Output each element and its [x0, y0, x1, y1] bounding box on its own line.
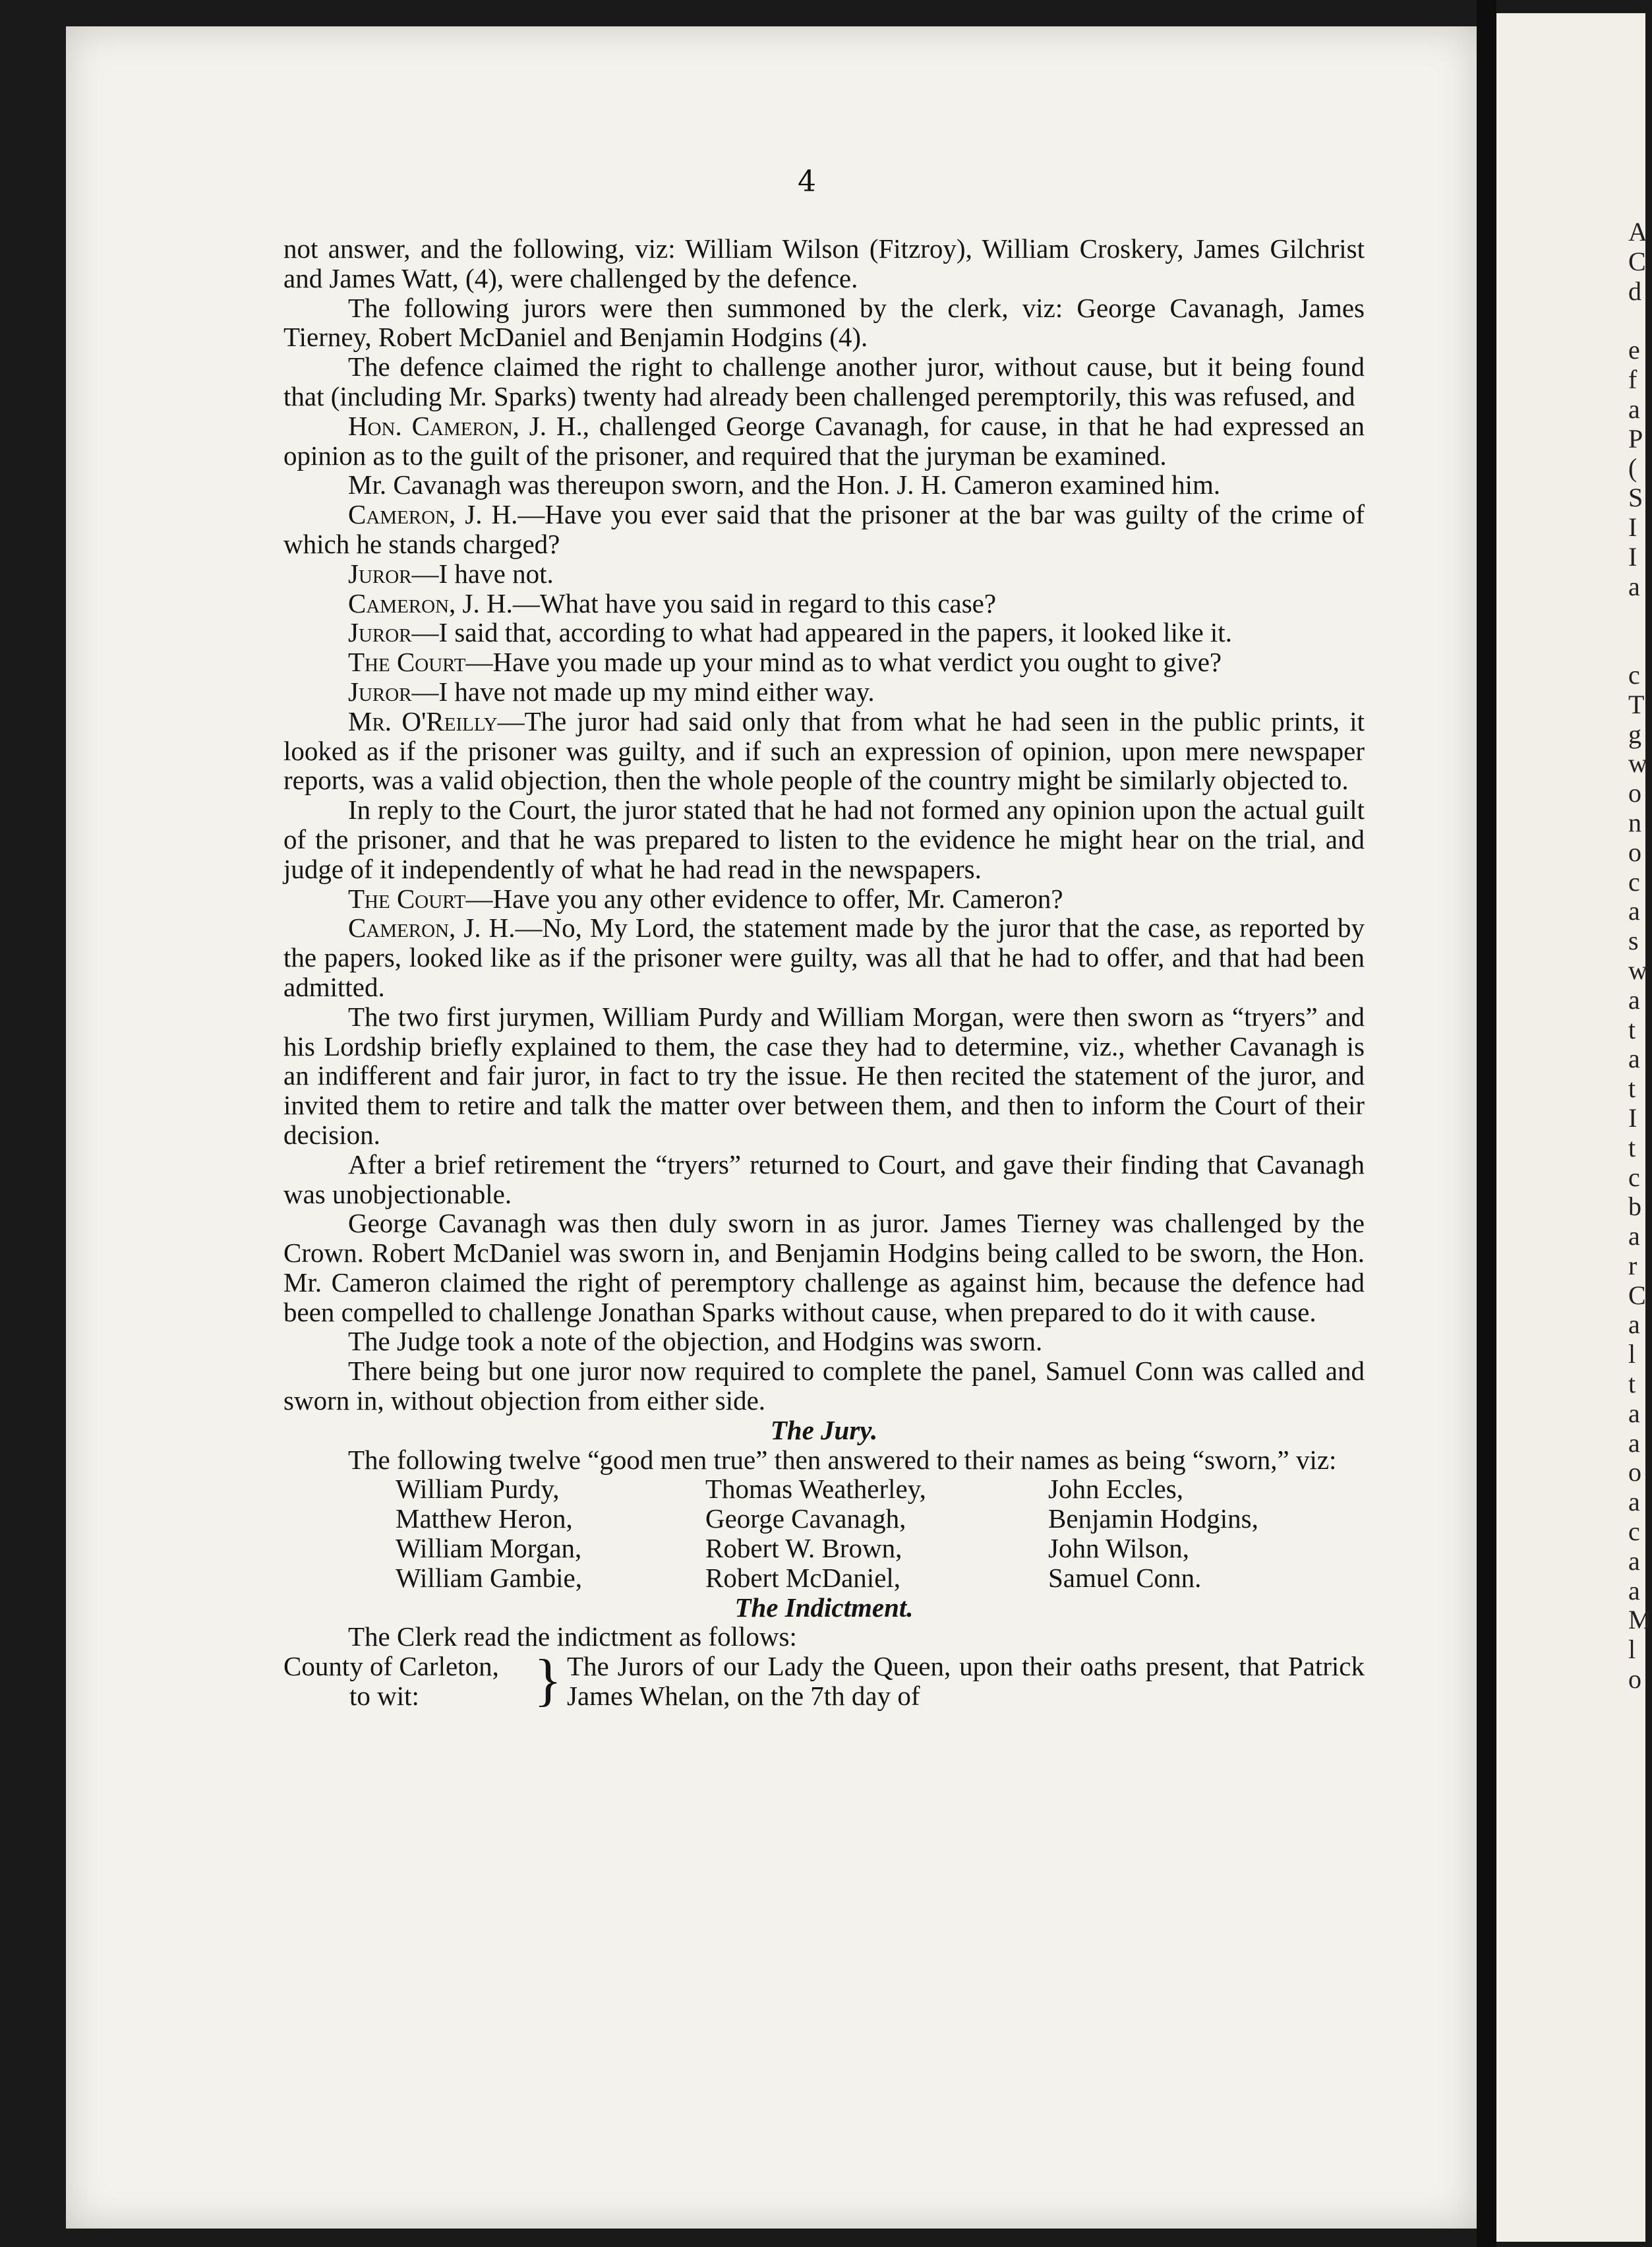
facing-page-letter: o: [1628, 1664, 1641, 1694]
speaker-name: Mr. O'Reilly: [348, 705, 498, 736]
paragraph-text: —I said that, according to what had appeared in the papers, it looked like it.: [411, 617, 1232, 648]
paragraph: [283, 470, 1365, 500]
paragraph-text: —I have not made up my mind either way.: [411, 676, 875, 707]
jury-list: [283, 1474, 1365, 1592]
facing-page-letter: s: [1628, 926, 1639, 956]
speaker-name: Juror: [348, 676, 412, 707]
jury-column: [1048, 1474, 1358, 1592]
book-gutter: [1477, 0, 1496, 2247]
juror-name: Robert McDaniel,: [705, 1562, 901, 1593]
paragraph-text: —The juror had said only that from what he had seen in the public prints, it looked as if the prisoner was guilty, and if such an expression of opinion, upon mere newspaper reports, was a valid objection, then the whole people of the country might be similarly objected to.: [283, 705, 1365, 796]
paragraph: [283, 647, 1365, 677]
facing-page-letter: C: [1628, 246, 1646, 276]
facing-page-letter: c: [1628, 659, 1640, 690]
paragraph-text: not answer, and the following, viz: William Wilson (Fitzroy), William Croskery, James Gilchrist and James Watt, (4), were challenged by the defence.: [283, 233, 1365, 293]
facing-page-letter: o: [1628, 778, 1641, 808]
page-number: 4: [798, 165, 816, 198]
juror-name: Robert W. Brown,: [705, 1533, 902, 1564]
paragraph-text: —Have you made up your mind as to what verdict you ought to give?: [465, 647, 1222, 678]
paragraph-text: George Cavanagh was then duly sworn in as juror. James Tierney was challenged by the Crown. Robert McDaniel was sworn in, and Benjamin Hodgins being called to be sworn, the Hon. Mr. Cameron claimed the right of peremptory challenge as against him, because the defence had been compelled to challenge Jonathan Sparks without cause, when prepared to do it with cause.: [283, 1208, 1365, 1327]
paragraph-text: —Have you any other evidence to offer, Mr. Cameron?: [465, 883, 1063, 914]
indictment-county: County of Carleton,: [283, 1651, 499, 1682]
juror-name: William Morgan,: [396, 1533, 582, 1564]
facing-page-letter: P: [1628, 423, 1643, 454]
paragraph: [283, 884, 1365, 914]
juror-name: John Eccles,: [1048, 1474, 1183, 1505]
facing-page-letter: a: [1628, 1575, 1640, 1605]
indictment-text: The Jurors of our Lady the Queen, upon their oaths present, that Patrick James Whelan, on the 7th day of: [567, 1651, 1365, 1712]
paragraph: [283, 1150, 1365, 1209]
facing-page-letter: o: [1628, 837, 1641, 867]
facing-page-letter: [1628, 631, 1645, 661]
juror-name: George Cavanagh,: [705, 1503, 906, 1534]
paragraph: [283, 411, 1365, 471]
facing-page-letter: w: [1628, 748, 1647, 779]
facing-page-letter: a: [1628, 1545, 1640, 1576]
speaker-name: Juror: [348, 617, 412, 648]
facing-page-letter: t: [1628, 1014, 1636, 1044]
paragraph: [283, 293, 1365, 353]
paragraph: [283, 559, 1365, 589]
paragraph-text: The defence claimed the right to challenge another juror, without cause, but it being found that (including Mr. Sparks) twenty had already been challenged peremptorily, this was refused, and: [283, 351, 1365, 411]
paragraph: [283, 1356, 1365, 1416]
indictment-intro: The Clerk read the indictment as follows:: [348, 1621, 797, 1652]
facing-page-letter: I: [1628, 1102, 1637, 1133]
paragraph-text: After a brief retirement the “tryers” returned to Court, and gave their finding that Cavanagh was unobjectionable.: [283, 1149, 1365, 1209]
facing-page-letter: c: [1628, 1516, 1640, 1547]
facing-page-letter: g: [1628, 719, 1641, 749]
juror-name: Thomas Weatherley,: [705, 1474, 926, 1505]
paragraph-text: , J. H., challenged George Cavanagh, for cause, in that he had expressed an opinion as to the guilt of the prisoner, and required that the juryman be examined.: [283, 410, 1365, 471]
juror-name: Benjamin Hodgins,: [1048, 1503, 1258, 1534]
facing-page-letter: c: [1628, 1162, 1640, 1192]
facing-page-letter: a: [1628, 1221, 1640, 1251]
facing-page-letter: c: [1628, 866, 1640, 897]
jury-column: [705, 1474, 1048, 1592]
paragraph: [283, 1002, 1365, 1150]
juror-name: Matthew Heron,: [396, 1503, 573, 1534]
indictment-heading: The Indictment.: [734, 1592, 914, 1623]
speaker-name: The Court: [348, 883, 466, 914]
paragraph-text: —I have not.: [411, 558, 554, 589]
paragraph-text: There being but one juror now required to complete the panel, Samuel Conn was called and sworn in, without objection from either side.: [283, 1356, 1365, 1416]
body-paragraphs: [283, 234, 1365, 1416]
facing-page-letter: f: [1628, 364, 1637, 394]
facing-page-letter: a: [1628, 394, 1640, 424]
facing-page-edge: [1496, 13, 1652, 2242]
facing-page-letter: T: [1628, 689, 1645, 719]
paragraph: [283, 677, 1365, 707]
juror-name: Samuel Conn.: [1048, 1562, 1202, 1593]
paragraph: [283, 707, 1365, 795]
paragraph-text: , J. H.—What have you said in regard to this case?: [449, 587, 997, 618]
jury-heading: The Jury.: [770, 1414, 878, 1445]
facing-page-letter: I: [1628, 512, 1637, 542]
paragraph: [283, 352, 1365, 411]
paragraph: [283, 618, 1365, 647]
speaker-name: Cameron: [348, 587, 450, 618]
facing-page-letter: a: [1628, 1044, 1640, 1074]
facing-page-letter: a: [1628, 984, 1640, 1015]
paragraph-text: The Judge took a note of the objection, and Hodgins was sworn.: [348, 1326, 1043, 1357]
speaker-name: The Court: [348, 647, 466, 678]
facing-page-letter: a: [1628, 1487, 1640, 1517]
facing-page-letter: t: [1628, 1073, 1636, 1104]
jury-intro: The following twelve “good men true” then answered to their names as being “sworn,” viz:: [348, 1444, 1337, 1475]
juror-name: John Wilson,: [1048, 1533, 1190, 1564]
facing-page-letter: I: [1628, 541, 1637, 572]
facing-page-letter: b: [1628, 1191, 1641, 1222]
speaker-name: Juror: [348, 558, 412, 589]
indictment-to-wit: to wit:: [349, 1681, 419, 1712]
facing-page-letter: l: [1628, 1634, 1636, 1665]
facing-page-letter: r: [1628, 1250, 1637, 1280]
facing-page-letter: t: [1628, 1132, 1636, 1162]
facing-page-letter: (: [1628, 453, 1637, 483]
facing-page-letter: o: [1628, 1457, 1641, 1487]
facing-page-letter: C: [1628, 1280, 1646, 1310]
facing-page-letter: e: [1628, 335, 1640, 365]
facing-page-text-fragments: [1628, 217, 1652, 1694]
paragraph: [283, 500, 1365, 559]
facing-page-letter: [1628, 306, 1645, 336]
speaker-name: Hon. Cameron: [348, 410, 513, 441]
facing-page-letter: a: [1628, 896, 1640, 926]
paragraph: [283, 795, 1365, 884]
facing-page-letter: n: [1628, 807, 1641, 837]
paragraph-text: , J. H.—Have you ever said that the prisoner at the bar was guilty of the crime of which he stands charged?: [283, 499, 1365, 559]
facing-page-letter: a: [1628, 1309, 1640, 1340]
indictment-venue: [283, 1648, 567, 1713]
paragraph: [283, 1209, 1365, 1327]
facing-page-letter: d: [1628, 276, 1641, 306]
facing-page-letter: S: [1628, 483, 1643, 513]
facing-page-letter: l: [1628, 1339, 1636, 1369]
facing-page-letter: t: [1628, 1369, 1636, 1399]
paragraph: [283, 234, 1365, 293]
paragraph-text: In reply to the Court, the juror stated that he had not formed any opinion upon the actual guilt of the prisoner, and that he was prepared to listen to the evidence he might hear on the trial, and judge of it independently of what he had read in the newspapers.: [283, 794, 1365, 884]
facing-page-letter: [1628, 601, 1645, 631]
jury-column: [396, 1474, 705, 1592]
indictment-opening: [283, 1648, 1365, 1713]
paragraph-text: The following jurors were then summoned by the clerk, viz: George Cavanagh, James Tierney, Robert McDaniel and Benjamin Hodgins (4).: [283, 292, 1365, 353]
speaker-name: Cameron: [348, 913, 450, 944]
page-body: [283, 234, 1365, 1711]
facing-page-letter: a: [1628, 571, 1640, 601]
paragraph: [283, 913, 1365, 1002]
paragraph: [283, 589, 1365, 618]
facing-page-letter: M: [1628, 1605, 1652, 1635]
curly-brace-glyph: }: [534, 1648, 562, 1713]
juror-name: William Purdy,: [396, 1474, 560, 1505]
paragraph-text: Mr. Cavanagh was thereupon sworn, and the Hon. J. H. Cameron examined him.: [348, 469, 1221, 500]
paragraph: [283, 1327, 1365, 1356]
speaker-name: Cameron: [348, 499, 450, 530]
juror-name: William Gambie,: [396, 1562, 582, 1593]
facing-page-letter: a: [1628, 1398, 1640, 1428]
facing-page-letter: w: [1628, 955, 1647, 985]
facing-page-letter: a: [1628, 1427, 1640, 1458]
facing-page-letter: A: [1628, 217, 1647, 247]
paragraph-text: The two first jurymen, William Purdy and William Morgan, were then sworn as “tryers” and his Lordship briefly explained to them, the case they had to determine, viz., whether Cavanagh is an indifferent and fair juror, in fact to try the issue. He then recited the statement of the juror, and invited them to retire and talk the matter over between them, and then to inform the Court of their decision.: [283, 1001, 1365, 1150]
paragraph-text: , J. H.—No, My Lord, the statement made by the juror that the case, as reported by the papers, looked like as if the prisoner were guilty, was all that he had to offer, and that had been admitted.: [283, 913, 1365, 1002]
